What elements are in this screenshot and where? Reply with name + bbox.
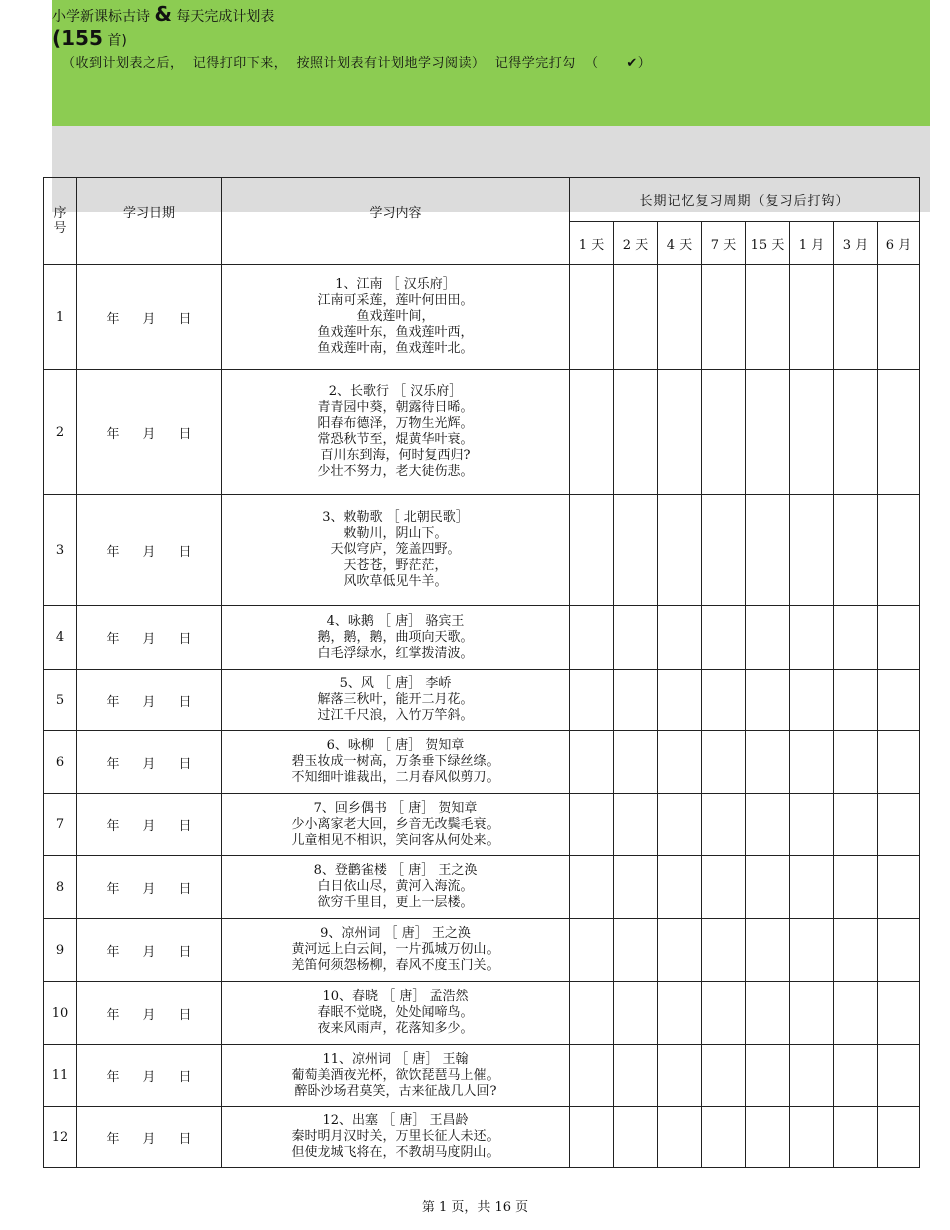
review-checkbox-cell[interactable]: [570, 731, 614, 794]
date-part: 日: [178, 819, 192, 834]
date-part: 日: [178, 1131, 192, 1147]
table-row: [44, 731, 920, 794]
review-checkbox-cell[interactable]: [746, 495, 790, 606]
poem-title: 9、凉州词 ［ 唐］ 王之涣: [320, 926, 471, 941]
header-seq: [44, 178, 77, 265]
row-seq: 4: [44, 606, 77, 670]
date-part: 日: [178, 544, 192, 560]
poem-line: 白毛浮绿水，红掌拨清波。: [317, 645, 474, 661]
row-date[interactable]: [77, 1045, 222, 1107]
table-row: [44, 495, 920, 606]
review-checkbox-cell[interactable]: [878, 1045, 920, 1107]
poem-title: 11、凉州词 ［ 唐］ 王翰: [322, 1051, 469, 1067]
row-seq: 1: [44, 265, 77, 370]
review-checkbox-cell[interactable]: [790, 1107, 834, 1168]
date-part: 月: [142, 1070, 156, 1085]
review-checkbox-cell[interactable]: [614, 265, 658, 370]
date-part: 年: [106, 632, 120, 647]
poem-line: 鱼戏莲叶间，: [356, 309, 435, 324]
poem-line: 但使龙城飞将在，不教胡马度阴山。: [291, 1145, 500, 1160]
date-part: 年: [106, 881, 120, 897]
date-part: 月: [142, 881, 156, 897]
review-checkbox-cell[interactable]: [570, 856, 614, 919]
row-content: [222, 1045, 570, 1107]
page-title: [52, 2, 274, 26]
header-content: 学习内容: [222, 178, 570, 265]
row-date[interactable]: [77, 856, 222, 919]
review-checkbox-cell[interactable]: [746, 731, 790, 794]
review-checkbox-cell[interactable]: [878, 856, 920, 919]
review-checkbox-cell[interactable]: [658, 1107, 702, 1168]
row-seq: 7: [44, 794, 77, 856]
row-date[interactable]: [77, 982, 222, 1045]
date-part: 日: [178, 881, 192, 897]
review-checkbox-cell[interactable]: [658, 265, 702, 370]
date-part: 月: [142, 1007, 156, 1023]
poem-title: 8、登鹳雀楼 ［ 唐］ 王之涣: [313, 863, 478, 878]
row-date[interactable]: [77, 670, 222, 731]
poem-line: 常恐秋节至，焜黄华叶衰。: [317, 432, 474, 447]
review-checkbox-cell[interactable]: [614, 606, 658, 670]
review-checkbox-cell[interactable]: [834, 794, 878, 856]
poem-line: 少壮不努力，老大徒伤悲。: [317, 464, 474, 479]
review-checkbox-cell[interactable]: [834, 606, 878, 670]
date-part: 年: [106, 1131, 120, 1147]
date-part: 月: [142, 632, 156, 647]
review-checkbox-cell[interactable]: [702, 495, 746, 606]
poem-line: 少小离家老大回，乡音无改鬓毛衰。: [291, 816, 500, 832]
review-checkbox-cell[interactable]: [570, 919, 614, 982]
poem-line: 天似穹庐，笼盖四野。: [330, 542, 461, 557]
row-content: [222, 794, 570, 856]
poem-line: 欲穷千里目，更上一层楼。: [317, 895, 474, 910]
review-checkbox-cell[interactable]: [702, 265, 746, 370]
table-row: [44, 1107, 920, 1168]
poem-line: 百川东到海，何时复西归?: [320, 448, 471, 463]
review-checkbox-cell[interactable]: [790, 370, 834, 495]
date-part: 日: [178, 426, 192, 442]
review-checkbox-cell[interactable]: [834, 370, 878, 495]
row-date[interactable]: [77, 919, 222, 982]
row-seq: 11: [44, 1045, 77, 1107]
date-part: 年: [106, 544, 120, 560]
poem-count: [52, 26, 127, 50]
review-checkbox-cell[interactable]: [570, 794, 614, 856]
date-part: 月: [142, 544, 156, 560]
title-suffix: 每天完成计划表: [176, 9, 275, 25]
review-checkbox-cell[interactable]: [878, 265, 920, 370]
review-checkbox-cell[interactable]: [834, 495, 878, 606]
poem-line: 黄河远上白云间，一片孤城万仞山。: [291, 942, 500, 957]
poem-line: 鱼戏莲叶南，鱼戏莲叶北。: [317, 341, 474, 356]
header-day-6: 1 月: [790, 222, 834, 265]
review-checkbox-cell[interactable]: [746, 265, 790, 370]
review-checkbox-cell[interactable]: [746, 670, 790, 731]
header-seq-label: 序号: [53, 206, 67, 236]
date-part: 年: [106, 944, 120, 960]
review-checkbox-cell[interactable]: [746, 919, 790, 982]
row-date[interactable]: [77, 1107, 222, 1168]
title-prefix: 小学新课标古诗: [52, 9, 150, 25]
table-row: [44, 670, 920, 731]
review-checkbox-cell[interactable]: [570, 606, 614, 670]
review-checkbox-cell[interactable]: [658, 856, 702, 919]
review-checkbox-cell[interactable]: [746, 794, 790, 856]
header-day-8: 6 月: [878, 222, 920, 265]
row-content: [222, 265, 570, 370]
row-seq: 2: [44, 370, 77, 495]
date-part: 日: [178, 1007, 192, 1023]
review-checkbox-cell[interactable]: [790, 794, 834, 856]
date-part: 月: [142, 1131, 156, 1147]
poem-count-unit: 首): [107, 33, 127, 49]
review-checkbox-cell[interactable]: [878, 370, 920, 495]
row-content: [222, 495, 570, 606]
review-checkbox-cell[interactable]: [570, 670, 614, 731]
review-checkbox-cell[interactable]: [702, 919, 746, 982]
review-checkbox-cell[interactable]: [834, 1107, 878, 1168]
review-checkbox-cell[interactable]: [658, 731, 702, 794]
date-part: 日: [178, 694, 192, 710]
table-row: [44, 265, 920, 370]
review-checkbox-cell[interactable]: [834, 982, 878, 1045]
review-checkbox-cell[interactable]: [614, 370, 658, 495]
header-day-2: 2 天: [614, 222, 658, 265]
table-row: [44, 606, 920, 670]
review-checkbox-cell[interactable]: [702, 1107, 746, 1168]
review-checkbox-cell[interactable]: [702, 670, 746, 731]
poem-line: 鹅，鹅，鹅，曲项向天歌。: [317, 629, 474, 645]
review-checkbox-cell[interactable]: [790, 1045, 834, 1107]
row-content: [222, 606, 570, 670]
review-checkbox-cell[interactable]: [834, 670, 878, 731]
poem-line: 羌笛何须怨杨柳，春风不度玉门关。: [291, 958, 500, 973]
poem-title: 5、风 ［ 唐］ 李峤: [339, 676, 452, 691]
row-seq: 3: [44, 495, 77, 606]
poem-line: 碧玉妆成一树高，万条垂下绿丝绦。: [291, 754, 500, 769]
poem-line: 解落三秋叶，能开二月花。: [317, 692, 474, 707]
poem-title: 12、出塞 ［ 唐］ 王昌龄: [322, 1113, 469, 1128]
date-part: 月: [142, 694, 156, 710]
poem-line: 鱼戏莲叶东，鱼戏莲叶西，: [317, 325, 474, 340]
date-part: 日: [178, 1070, 192, 1085]
table-row: [44, 794, 920, 856]
header-day-3: 4 天: [658, 222, 702, 265]
poem-line: 儿童相见不相识，笑问客从何处来。: [291, 832, 500, 848]
poem-line: 青青园中葵，朝露待日晞。: [317, 400, 474, 415]
date-part: 月: [142, 311, 156, 327]
poem-title: 6、咏柳 ［ 唐］ 贺知章: [326, 738, 465, 753]
review-checkbox-cell[interactable]: [614, 495, 658, 606]
poem-line: 秦时明月汉时关，万里长征人未还。: [291, 1129, 500, 1144]
review-checkbox-cell[interactable]: [878, 919, 920, 982]
review-checkbox-cell[interactable]: [702, 370, 746, 495]
header-day-5: 15 天: [746, 222, 790, 265]
date-part: 日: [178, 944, 192, 960]
review-checkbox-cell[interactable]: [570, 1107, 614, 1168]
review-checkbox-cell[interactable]: [658, 606, 702, 670]
row-date[interactable]: [77, 794, 222, 856]
review-checkbox-cell[interactable]: [790, 982, 834, 1045]
review-checkbox-cell[interactable]: [878, 495, 920, 606]
header-review-cycle: 长期记忆复习周期（复习后打钩）: [570, 178, 920, 222]
poem-line: 过江千尺浪，入竹万竿斜。: [317, 708, 474, 723]
header-day-7: 3 月: [834, 222, 878, 265]
poem-title: 10、春晓 ［ 唐］ 孟浩然: [322, 989, 469, 1004]
header-day-4: 7 天: [702, 222, 746, 265]
review-checkbox-cell[interactable]: [570, 982, 614, 1045]
review-checkbox-cell[interactable]: [570, 1045, 614, 1107]
review-checkbox-cell[interactable]: [614, 856, 658, 919]
date-part: 年: [106, 694, 120, 710]
row-seq: 5: [44, 670, 77, 731]
review-checkbox-cell[interactable]: [790, 495, 834, 606]
review-checkbox-cell[interactable]: [658, 919, 702, 982]
review-checkbox-cell[interactable]: [702, 606, 746, 670]
review-checkbox-cell[interactable]: [658, 794, 702, 856]
review-checkbox-cell[interactable]: [746, 370, 790, 495]
review-checkbox-cell[interactable]: [570, 265, 614, 370]
row-content: [222, 982, 570, 1045]
review-checkbox-cell[interactable]: [790, 856, 834, 919]
table-row: [44, 919, 920, 982]
poem-line: 白日依山尽，黄河入海流。: [317, 879, 474, 894]
review-checkbox-cell[interactable]: [878, 982, 920, 1045]
review-checkbox-cell[interactable]: [790, 265, 834, 370]
review-checkbox-cell[interactable]: [702, 982, 746, 1045]
review-checkbox-cell[interactable]: [834, 731, 878, 794]
table-row: [44, 982, 920, 1045]
date-part: 月: [142, 819, 156, 834]
date-part: 年: [106, 1070, 120, 1085]
review-checkbox-cell[interactable]: [702, 731, 746, 794]
row-seq: 10: [44, 982, 77, 1045]
review-checkbox-cell[interactable]: [614, 731, 658, 794]
row-content: [222, 856, 570, 919]
review-checkbox-cell[interactable]: [790, 919, 834, 982]
row-content: [222, 919, 570, 982]
poem-title: 1、江南 ［ 汉乐府］: [335, 277, 456, 292]
row-date[interactable]: [77, 265, 222, 370]
review-checkbox-cell[interactable]: [746, 1045, 790, 1107]
table-row: [44, 856, 920, 919]
review-checkbox-cell[interactable]: [834, 856, 878, 919]
row-date[interactable]: [77, 731, 222, 794]
poem-line: 不知细叶谁裁出，二月春风似剪刀。: [291, 770, 500, 785]
review-checkbox-cell[interactable]: [834, 919, 878, 982]
poem-line: 江南可采莲，莲叶何田田。: [317, 293, 474, 308]
review-checkbox-cell[interactable]: [614, 919, 658, 982]
poem-count-number: (155: [52, 26, 103, 50]
review-checkbox-cell[interactable]: [658, 1045, 702, 1107]
poem-title: 2、长歌行 ［ 汉乐府］: [328, 384, 463, 399]
review-checkbox-cell[interactable]: [878, 1107, 920, 1168]
review-checkbox-cell[interactable]: [746, 982, 790, 1045]
review-checkbox-cell[interactable]: [570, 370, 614, 495]
poem-title: 3、敕勒歌 ［ 北朝民歌］: [322, 510, 469, 525]
date-part: 年: [106, 819, 120, 834]
review-checkbox-cell[interactable]: [570, 495, 614, 606]
poem-title: 4、咏鹅 ［ 唐］ 骆宾王: [326, 613, 465, 629]
row-seq: 12: [44, 1107, 77, 1168]
table-row: [44, 1045, 920, 1107]
poem-line: 阳春布德泽，万物生光辉。: [317, 416, 474, 431]
row-seq: 9: [44, 919, 77, 982]
date-part: 日: [178, 311, 192, 327]
review-checkbox-cell[interactable]: [702, 856, 746, 919]
review-checkbox-cell[interactable]: [702, 1045, 746, 1107]
date-part: 日: [178, 632, 192, 647]
review-checkbox-cell[interactable]: [834, 1045, 878, 1107]
date-part: 日: [178, 756, 192, 772]
review-checkbox-cell[interactable]: [614, 1045, 658, 1107]
review-checkbox-cell[interactable]: [658, 670, 702, 731]
row-seq: 6: [44, 731, 77, 794]
header-day-1: 1 天: [570, 222, 614, 265]
instruction-note: （收到计划表之后， 记得打印下来， 按照计划表有计划地学习阅读） 记得学完打勾 （ ✔）: [62, 56, 652, 71]
row-date[interactable]: [77, 606, 222, 670]
poem-title: 7、回乡偶书 ［ 唐］ 贺知章: [313, 800, 478, 816]
row-content: [222, 1107, 570, 1168]
study-plan-table: [43, 177, 920, 1168]
poem-line: 春眠不觉晓，处处闻啼鸟。: [317, 1005, 474, 1020]
date-part: 年: [106, 426, 120, 442]
date-part: 月: [142, 756, 156, 772]
poem-line: 葡萄美酒夜光杯，欲饮琵琶马上催。: [291, 1067, 500, 1083]
review-checkbox-cell[interactable]: [614, 982, 658, 1045]
row-content: [222, 670, 570, 731]
row-content: [222, 370, 570, 495]
date-part: 年: [106, 756, 120, 772]
review-checkbox-cell[interactable]: [878, 670, 920, 731]
review-checkbox-cell[interactable]: [790, 606, 834, 670]
row-content: [222, 731, 570, 794]
review-checkbox-cell[interactable]: [658, 370, 702, 495]
poem-line: 敕勒川，阴山下。: [343, 526, 448, 541]
date-part: 年: [106, 311, 120, 327]
date-part: 月: [142, 426, 156, 442]
review-checkbox-cell[interactable]: [614, 1107, 658, 1168]
page-number: 第 1 页，共 16 页: [421, 1200, 529, 1215]
review-checkbox-cell[interactable]: [702, 794, 746, 856]
row-seq: 8: [44, 856, 77, 919]
poem-line: 天苍苍，野茫茫，: [343, 558, 448, 573]
review-checkbox-cell[interactable]: [614, 794, 658, 856]
review-checkbox-cell[interactable]: [878, 731, 920, 794]
date-part: 年: [106, 1007, 120, 1023]
review-checkbox-cell[interactable]: [878, 606, 920, 670]
row-date[interactable]: [77, 370, 222, 495]
row-date[interactable]: [77, 495, 222, 606]
review-checkbox-cell[interactable]: [614, 670, 658, 731]
poem-line: 夜来风雨声，花落知多少。: [317, 1021, 474, 1036]
review-checkbox-cell[interactable]: [658, 982, 702, 1045]
review-checkbox-cell[interactable]: [878, 794, 920, 856]
poem-line: 醉卧沙场君莫笑，古来征战几人回?: [294, 1083, 497, 1099]
review-checkbox-cell[interactable]: [790, 731, 834, 794]
review-checkbox-cell[interactable]: [746, 856, 790, 919]
header-date: 学习日期: [77, 178, 222, 265]
review-checkbox-cell[interactable]: [746, 606, 790, 670]
review-checkbox-cell[interactable]: [746, 1107, 790, 1168]
poem-line: 风吹草低见牛羊。: [343, 574, 448, 589]
table-row: [44, 370, 920, 495]
review-checkbox-cell[interactable]: [790, 670, 834, 731]
title-ampersand: &: [154, 2, 172, 26]
date-part: 月: [142, 944, 156, 960]
review-checkbox-cell[interactable]: [834, 265, 878, 370]
review-checkbox-cell[interactable]: [658, 495, 702, 606]
